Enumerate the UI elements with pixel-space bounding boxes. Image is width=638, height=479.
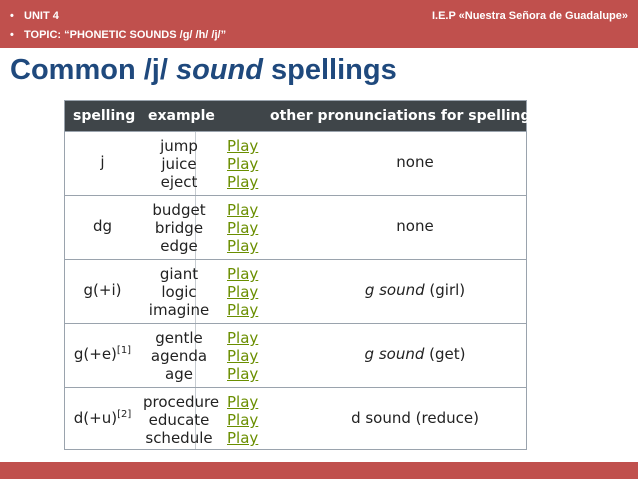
example-word: age — [165, 365, 193, 383]
example-word: giant — [159, 265, 199, 283]
table-row — [65, 387, 526, 451]
topic-label: TOPIC: “PHONETIC SOUNDS /g/ /h/ /j/” — [24, 29, 227, 41]
example-word: educate — [148, 411, 210, 429]
example-word: procedure — [143, 393, 220, 411]
unit-bullet: • UNIT 4 — [10, 10, 59, 22]
table-header — [65, 101, 531, 131]
spellings-table — [64, 100, 531, 450]
other-pronunciation-cell: g sound (girl) — [364, 281, 466, 299]
play-link[interactable]: Play — [227, 429, 259, 447]
other-pronunciation-cell: g sound (get) — [364, 345, 466, 363]
spelling-cell: d(+u)[2] — [73, 409, 132, 427]
play-link[interactable]: Play — [227, 329, 259, 347]
table-row — [65, 323, 526, 387]
example-word: eject — [160, 173, 198, 191]
school-name: I.E.P «Nuestra Señora de Guadalupe» — [431, 10, 628, 22]
footnote-ref: [2] — [117, 409, 132, 420]
play-link[interactable]: Play — [227, 411, 259, 429]
header-spelling: spelling — [73, 108, 136, 124]
play-link[interactable]: Play — [227, 137, 259, 155]
example-word: agenda — [150, 347, 208, 365]
table-row — [65, 195, 526, 259]
spelling-cell: g(+e)[1] — [73, 345, 132, 363]
other-pronunciation-cell: d sound (reduce) — [351, 409, 479, 427]
play-link[interactable]: Play — [227, 347, 259, 365]
play-link[interactable]: Play — [227, 173, 259, 191]
spelling-cell: dg — [92, 217, 113, 235]
table-row — [65, 131, 526, 195]
header-example: example — [148, 108, 215, 124]
example-word: juice — [161, 155, 197, 173]
example-word: gentle — [155, 329, 203, 347]
example-word: budget — [152, 201, 206, 219]
example-word: logic — [161, 283, 197, 301]
play-link[interactable]: Play — [227, 237, 259, 255]
other-pronunciation-cell: none — [396, 217, 434, 235]
slide-title: Common /j/ sound spellings — [10, 54, 397, 86]
bottom-banner — [0, 462, 638, 479]
unit-label: UNIT 4 — [24, 10, 59, 22]
example-word: jump — [160, 137, 198, 155]
play-link[interactable]: Play — [227, 201, 259, 219]
table-row — [65, 259, 526, 323]
play-link[interactable]: Play — [227, 365, 259, 383]
play-link[interactable]: Play — [227, 301, 259, 319]
example-word: bridge — [154, 219, 204, 237]
play-link[interactable]: Play — [227, 265, 259, 283]
spelling-cell: j — [100, 153, 105, 171]
header-other-pronunciations: other pronunciations for spelling — [270, 108, 531, 124]
other-pronunciation-cell: none — [396, 153, 434, 171]
spelling-cell: g(+i) — [83, 281, 122, 299]
example-word: schedule — [145, 429, 213, 447]
play-link[interactable]: Play — [227, 155, 259, 173]
play-link[interactable]: Play — [227, 393, 259, 411]
example-word: imagine — [148, 301, 210, 319]
play-link[interactable]: Play — [227, 283, 259, 301]
example-word: edge — [160, 237, 198, 255]
play-link[interactable]: Play — [227, 219, 259, 237]
top-banner — [0, 0, 638, 48]
footnote-ref: [1] — [116, 345, 132, 356]
topic-bullet: • TOPIC: “PHONETIC SOUNDS /g/ /h/ /j/” — [10, 29, 227, 41]
